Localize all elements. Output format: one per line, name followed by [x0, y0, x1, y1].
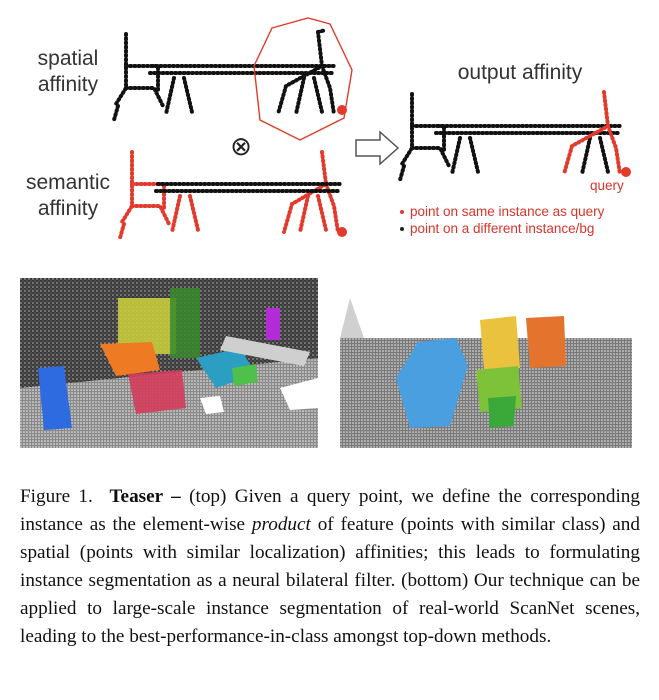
legend-item-same-instance: point on same instance as query: [400, 203, 604, 220]
caption-italic-word: product: [251, 514, 311, 535]
caption-bold-title: Teaser –: [109, 486, 181, 507]
spatial-scene: [114, 30, 336, 120]
output-affinity-label: output affinity: [457, 61, 583, 84]
legend: [400, 203, 604, 237]
semantic-scene: [120, 152, 338, 238]
legend-black-dot: [400, 227, 404, 231]
scannet-scene-right: [340, 278, 632, 448]
scannet-left-image: [20, 278, 318, 448]
output-scene: [400, 92, 622, 180]
figure-label: Figure 1.: [20, 486, 93, 507]
teaser-diagram: [0, 0, 659, 250]
figure-caption: [20, 483, 640, 651]
caption-text-part1: (top) Given a query point, we define the corresponding instance as the element-wise: [20, 486, 640, 535]
scannet-scene-left: [20, 278, 318, 448]
spatial-label-line1: spatial: [37, 47, 99, 70]
query-label: query: [590, 178, 624, 193]
tensor-product-icon: ⊗: [230, 131, 252, 161]
legend-red-dot: [400, 210, 404, 214]
spatial-query-dot: [337, 105, 347, 115]
caption-text-part2: of feature (points with similar class) and spatial (points with similar localization) affinities; this leads to formulating instance segmentation as a neural bilateral filter. (bottom) Our technique can be applied to large-scale instance segmentation of real-world ScanNet scenes, leading to the best-performance-in-class amongst top-down methods.: [20, 514, 640, 647]
scannet-right-image: [340, 278, 632, 448]
arrow-icon: [356, 132, 398, 164]
legend-item-different-instance: point on a different instance/bg: [400, 220, 604, 237]
semantic-label-line1: semantic: [25, 171, 111, 194]
spatial-label-line2: affinity: [37, 73, 99, 96]
semantic-query-dot: [337, 227, 347, 237]
output-query-dot: [621, 167, 631, 177]
semantic-label-line2: affinity: [37, 197, 99, 220]
